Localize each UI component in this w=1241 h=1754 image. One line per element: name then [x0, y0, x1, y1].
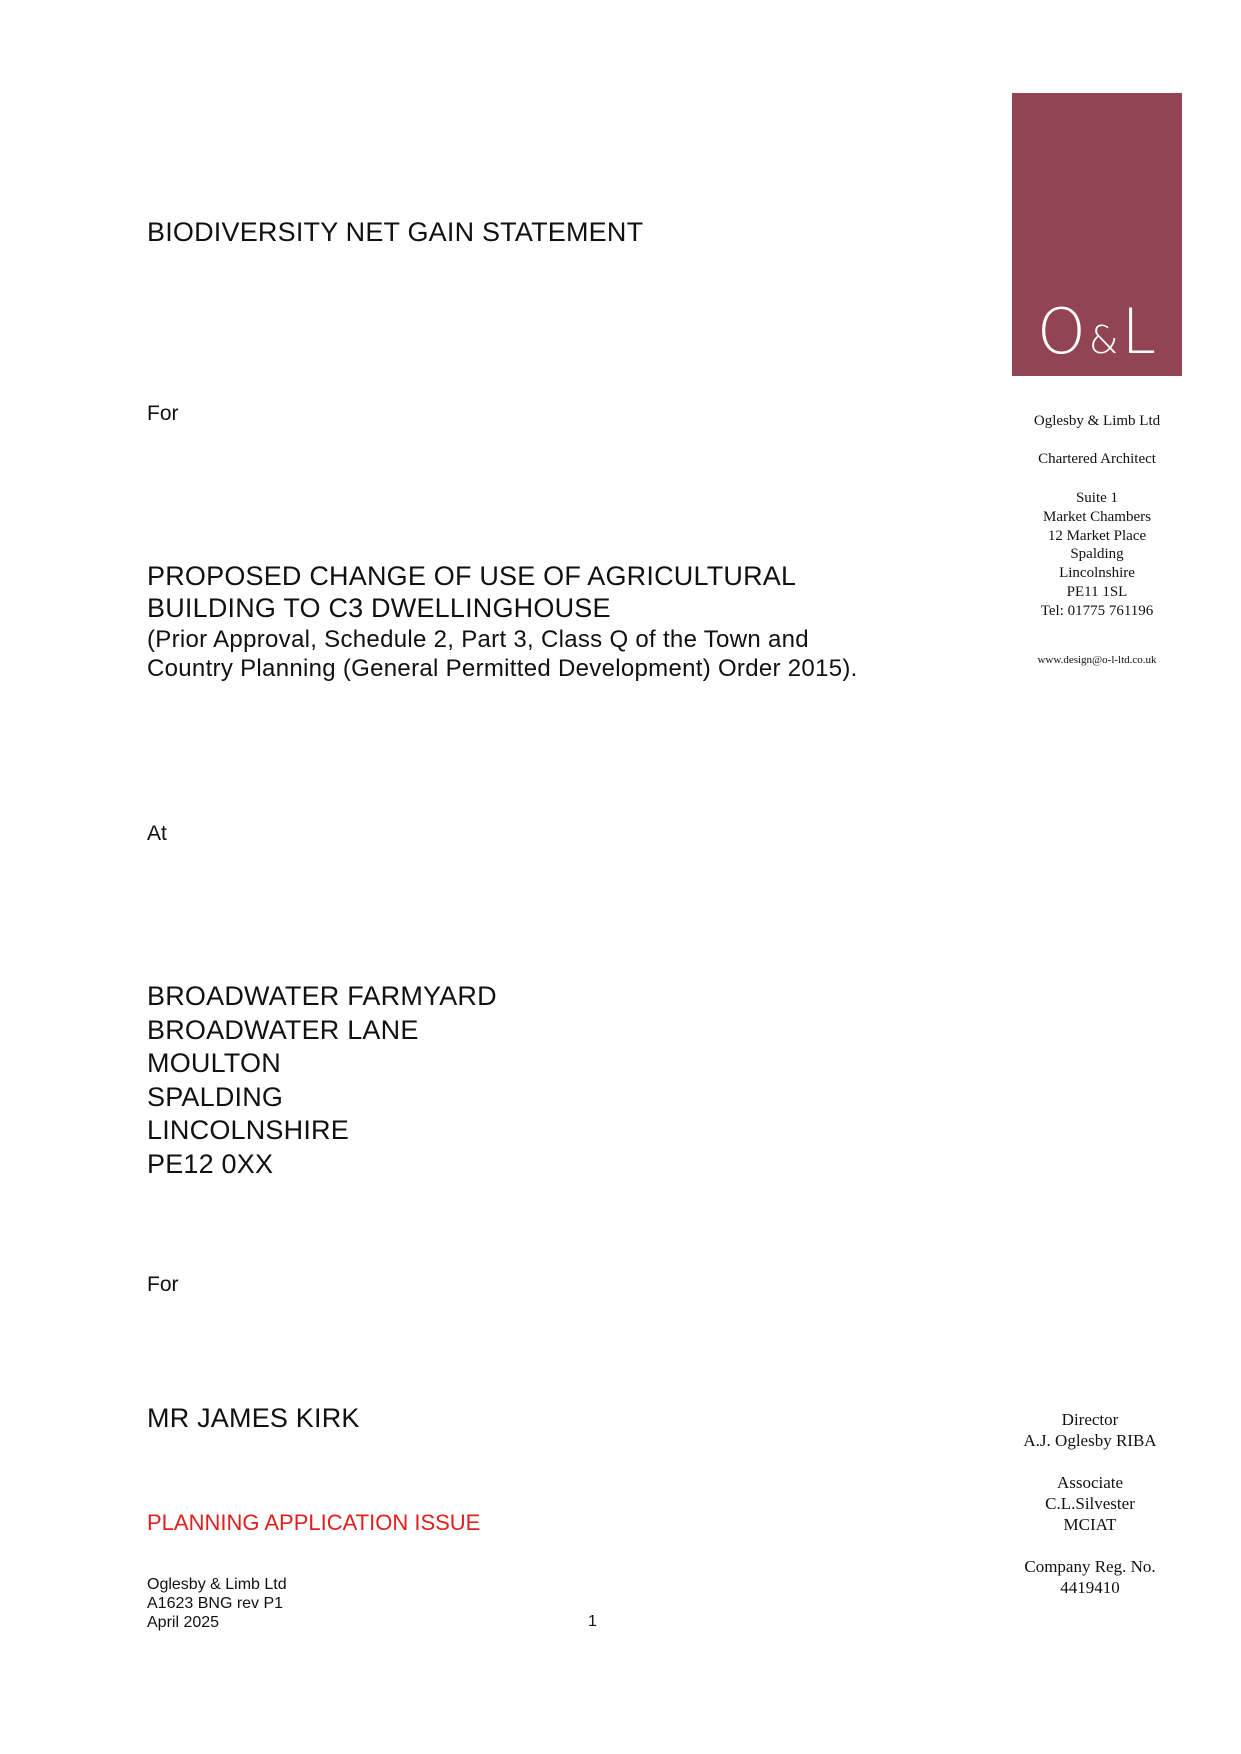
footer-info	[147, 1575, 287, 1632]
sidebar-address-line: Market Chambers	[1043, 508, 1151, 525]
issue-status: PLANNING APPLICATION ISSUE	[147, 1510, 481, 1535]
footer-company: Oglesby & Limb Ltd	[147, 1576, 287, 1593]
proposal-heading	[147, 560, 796, 625]
client-name: MR JAMES KIRK	[147, 1403, 360, 1433]
address-line: BROADWATER LANE	[147, 1014, 419, 1045]
proposal-line: PROPOSED CHANGE OF USE OF AGRICULTURAL	[147, 561, 797, 591]
for-label: For	[147, 402, 179, 425]
sidebar-address-line: PE11 1SL	[1066, 583, 1128, 600]
address-line: MOULTON	[147, 1048, 281, 1078]
sidebar-address	[1012, 489, 1182, 621]
proposal-sub-line: (Prior Approval, Schedule 2, Part 3, Class Q of the Town and	[147, 626, 809, 653]
director-label: Director	[1061, 1410, 1119, 1429]
sidebar-address-line: Lincolnshire	[1059, 565, 1135, 582]
company-reg-number: 4419410	[1060, 1578, 1120, 1597]
sidebar-company-name: Oglesby & Limb Ltd	[1033, 413, 1161, 429]
proposal-subtext	[147, 626, 858, 684]
footer-reference: A1623 BNG rev P1	[147, 1595, 284, 1612]
proposal-line: BUILDING TO C3 DWELLINGHOUSE	[147, 593, 611, 624]
address-line: BROADWATER FARMYARD	[147, 981, 497, 1011]
associate-label: Associate	[1056, 1473, 1124, 1492]
footer-date: April 2025	[147, 1614, 220, 1631]
at-label: At	[147, 822, 167, 845]
company-logo	[1012, 93, 1182, 376]
address-line: LINCOLNSHIRE	[147, 1115, 349, 1145]
sidebar-address-line: Spalding	[1070, 546, 1124, 563]
associate-qualification: MCIAT	[1063, 1515, 1117, 1534]
director-name: A.J. Oglesby RIBA	[1023, 1431, 1157, 1450]
address-line: PE12 0XX	[147, 1148, 274, 1179]
document-title: BIODIVERSITY NET GAIN STATEMENT	[147, 217, 644, 247]
company-reg-label: Company Reg. No.	[1024, 1557, 1156, 1576]
sidebar-web: www.design@o-l-ltd.co.uk	[1037, 654, 1157, 666]
sidebar-directors	[1000, 1409, 1180, 1598]
for-label: For	[147, 1273, 179, 1296]
proposal-sub-line: Country Planning (General Permitted Development) Order 2015).	[147, 654, 858, 682]
logo-mark: O&L	[1037, 295, 1157, 368]
sidebar-tel: Tel: 01775 761196	[1040, 602, 1154, 619]
sidebar-address-line: Suite 1	[1075, 490, 1119, 506]
address-line: SPALDING	[147, 1081, 284, 1112]
site-address	[147, 980, 497, 1181]
page-number: 1	[588, 1613, 597, 1630]
sidebar-profession: Chartered Architect	[1038, 451, 1156, 467]
associate-name: C.L.Silvester	[1045, 1494, 1135, 1513]
sidebar-address-line: 12 Market Place	[1047, 527, 1147, 544]
